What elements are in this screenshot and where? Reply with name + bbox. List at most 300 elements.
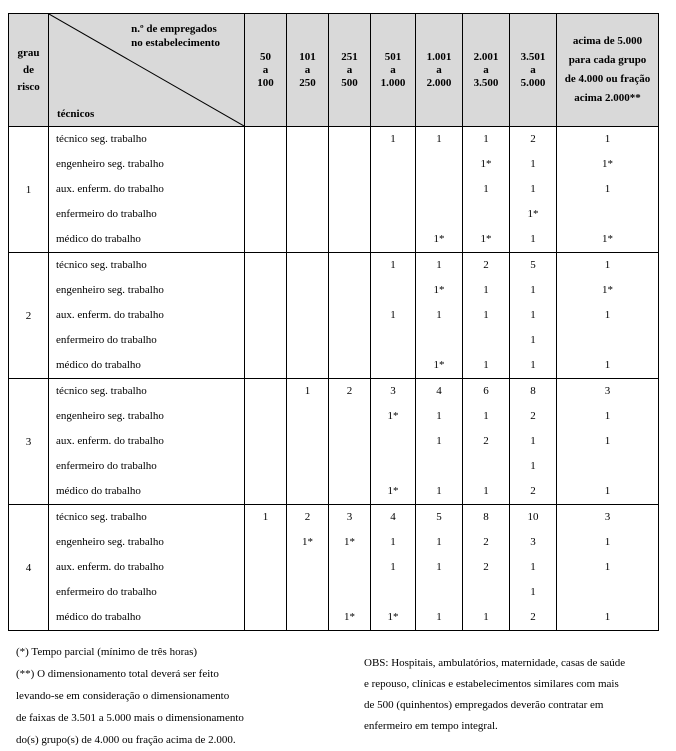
value-cell — [287, 505, 329, 631]
value — [245, 454, 286, 479]
value: 1 — [530, 359, 536, 371]
value: 2 — [530, 485, 536, 497]
value-cell — [463, 505, 510, 631]
value — [287, 555, 328, 580]
value — [287, 353, 328, 378]
col-2-l1: a — [346, 63, 353, 76]
value — [329, 404, 370, 429]
col-header-3 — [371, 14, 416, 127]
value — [287, 253, 328, 278]
value-cell — [287, 379, 329, 505]
value: 1* — [602, 284, 613, 296]
col-7-l2: de 4.000 ou fração — [564, 73, 651, 85]
value: 1* — [433, 233, 445, 245]
value: 5 — [436, 511, 442, 523]
value: 3 — [530, 536, 536, 548]
value-cell — [557, 253, 659, 379]
value — [245, 353, 286, 378]
value-stack — [510, 379, 556, 504]
risk-grade: 3 — [9, 379, 49, 505]
value — [463, 328, 509, 353]
observation-note — [364, 653, 644, 737]
risk-grade: 4 — [9, 505, 49, 631]
col-header-2 — [329, 14, 371, 127]
footnotes-left — [16, 641, 244, 751]
footnote-line: de faixas de 3.501 a 5.000 mais o dimensionamento — [16, 712, 244, 724]
value — [287, 328, 328, 353]
value — [557, 580, 658, 605]
value — [287, 227, 328, 252]
value — [245, 479, 286, 504]
value-cell — [245, 127, 287, 253]
value-stack — [245, 379, 286, 504]
technician-label: enfermeiro do trabalho — [56, 460, 157, 472]
col-header-5 — [463, 14, 510, 127]
value: 1 — [436, 611, 442, 623]
value: 1* — [387, 611, 399, 623]
footnote-line: levando-se em consideração o dimensionamento — [16, 690, 230, 702]
value-cell — [329, 127, 371, 253]
value — [287, 278, 328, 303]
value-cell — [329, 379, 371, 505]
value-stack — [371, 505, 415, 630]
value: 1 — [436, 435, 442, 447]
col-2-l2: 500 — [341, 76, 358, 89]
value — [245, 303, 286, 328]
value-cell — [245, 379, 287, 505]
value-stack — [416, 253, 462, 378]
value: 1 — [483, 284, 489, 296]
value: 1* — [344, 611, 355, 623]
value: 1 — [483, 133, 489, 145]
value: 1* — [302, 536, 313, 548]
value: 1 — [530, 158, 536, 170]
value — [416, 177, 462, 202]
employees-label — [131, 22, 220, 50]
value-stack — [287, 127, 328, 252]
value: 1 — [530, 334, 536, 346]
col-1-l2: 250 — [299, 76, 316, 89]
value: 8 — [530, 385, 536, 397]
value-stack — [245, 505, 286, 630]
col-2-l0: 251 — [341, 50, 358, 63]
value — [245, 202, 286, 227]
value-stack — [287, 379, 328, 504]
technician-label: enfermeiro do trabalho — [56, 208, 157, 220]
value: 1* — [387, 485, 399, 497]
value-cell — [557, 379, 659, 505]
value — [287, 177, 328, 202]
value: 1 — [530, 586, 536, 598]
value — [371, 454, 415, 479]
obs-line: e repouso, clínicas e estabelecimentos similares com mais — [364, 678, 619, 690]
value — [371, 177, 415, 202]
value — [329, 353, 370, 378]
value — [245, 328, 286, 353]
value-stack — [329, 379, 370, 504]
footnote-line: (*) Tempo parcial (mínimo de três horas) — [16, 646, 198, 658]
technician-label: engenheiro seg. trabalho — [56, 536, 164, 548]
col-0-l1: a — [262, 63, 269, 76]
value — [329, 303, 370, 328]
technician-label: médico do trabalho — [56, 611, 141, 623]
value — [245, 379, 286, 404]
technician-label: aux. enferm. do trabalho — [56, 309, 164, 321]
technician-label: médico do trabalho — [56, 233, 141, 245]
value-cell — [416, 253, 463, 379]
value — [371, 227, 415, 252]
col-4-l2: 2.000 — [426, 76, 452, 89]
value — [329, 479, 370, 504]
value-cell — [557, 505, 659, 631]
value-cell — [463, 253, 510, 379]
value-stack — [510, 505, 556, 630]
value-cell — [371, 127, 416, 253]
value: 1 — [390, 133, 396, 145]
grau-de-risco-header — [9, 14, 49, 127]
value: 1 — [436, 561, 442, 573]
value-cell — [287, 253, 329, 379]
value-cell — [371, 379, 416, 505]
technician-label: técnico seg. trabalho — [56, 133, 147, 145]
value: 1 — [604, 611, 611, 623]
technician-label: aux. enferm. do trabalho — [56, 183, 164, 195]
value-stack — [510, 253, 556, 378]
value: 1 — [604, 485, 611, 497]
risco-line: risco — [17, 80, 40, 93]
technician-label: médico do trabalho — [56, 485, 141, 497]
diagonal-header — [49, 14, 245, 127]
value-cell — [463, 379, 510, 505]
value — [371, 580, 415, 605]
col-3-l0: 501 — [384, 50, 402, 63]
value-cell — [416, 379, 463, 505]
header-row — [9, 14, 659, 127]
value — [245, 580, 286, 605]
technician-label: engenheiro seg. trabalho — [56, 284, 164, 296]
value: 10 — [527, 511, 539, 523]
technician-label: técnico seg. trabalho — [56, 259, 147, 271]
employees-line-1: n.º de empregados — [131, 23, 217, 35]
value-stack — [287, 253, 328, 378]
technicians-list — [49, 505, 244, 630]
value: 1 — [436, 309, 442, 321]
value: 1 — [483, 410, 489, 422]
value: 1* — [602, 158, 613, 170]
technician-label: técnico seg. trabalho — [56, 385, 147, 397]
value: 1* — [480, 233, 492, 245]
value — [287, 127, 328, 152]
technician-label: médico do trabalho — [56, 359, 141, 371]
value-stack — [463, 379, 509, 504]
value — [245, 555, 286, 580]
value: 1 — [530, 233, 536, 245]
value — [416, 580, 462, 605]
value: 1 — [604, 410, 611, 422]
value: 3 — [604, 511, 611, 523]
footnote-line: (**) O dimensionamento total deverá ser feito — [16, 668, 219, 680]
value-cell — [510, 505, 557, 631]
col-header-7 — [557, 14, 659, 127]
value: 4 — [390, 511, 396, 523]
col-5-l2: 3.500 — [473, 76, 499, 89]
value — [329, 202, 370, 227]
value — [329, 152, 370, 177]
value — [416, 202, 462, 227]
value: 1 — [604, 133, 611, 145]
value — [287, 152, 328, 177]
obs-line: enfermeiro em tempo integral. — [364, 720, 498, 732]
value-stack — [371, 379, 415, 504]
value — [245, 177, 286, 202]
value-cell — [510, 127, 557, 253]
technician-label: enfermeiro do trabalho — [56, 586, 157, 598]
value: 3 — [604, 385, 611, 397]
risk-group-row — [9, 127, 659, 253]
value: 2 — [483, 536, 489, 548]
value-stack — [287, 505, 328, 630]
col-0-l2: 100 — [257, 76, 274, 89]
value: 1 — [436, 485, 442, 497]
value: 6 — [483, 385, 489, 397]
value: 1 — [604, 183, 611, 195]
value: 1 — [436, 133, 442, 145]
value: 1 — [604, 536, 611, 548]
col-header-0 — [245, 14, 287, 127]
value — [329, 454, 370, 479]
value: 2 — [483, 259, 489, 271]
value — [371, 278, 415, 303]
value — [287, 303, 328, 328]
value: 1 — [436, 259, 442, 271]
risk-group-row — [9, 379, 659, 505]
value: 1 — [530, 183, 536, 195]
value — [329, 555, 370, 580]
value — [329, 580, 370, 605]
value-cell — [416, 127, 463, 253]
col-7-l0: acima de 5.000 — [572, 35, 643, 47]
value-cell — [510, 379, 557, 505]
value — [329, 177, 370, 202]
value-cell — [416, 505, 463, 631]
value: 1 — [436, 410, 442, 422]
value: 3 — [390, 385, 396, 397]
value: 5 — [530, 259, 536, 271]
value — [245, 278, 286, 303]
col-3-l2: 1.000 — [380, 76, 406, 89]
value — [557, 454, 658, 479]
value: 1 — [304, 385, 311, 397]
value — [329, 127, 370, 152]
risk-grade: 2 — [9, 253, 49, 379]
value — [245, 127, 286, 152]
value: 1 — [604, 309, 611, 321]
value — [245, 152, 286, 177]
value — [329, 278, 370, 303]
col-7-l1: para cada grupo — [568, 54, 647, 66]
value-stack — [371, 127, 415, 252]
technicians-list — [49, 127, 244, 252]
value: 1 — [530, 284, 536, 296]
value: 1* — [480, 158, 492, 170]
technician-label: técnico seg. trabalho — [56, 511, 147, 523]
value — [463, 202, 509, 227]
col-0-l0: 50 — [260, 50, 271, 63]
value — [245, 227, 286, 252]
technicians-cell — [49, 379, 245, 505]
value-cell — [245, 253, 287, 379]
obs-line: de 500 (quinhentos) empregados deverão contratar em — [364, 699, 604, 711]
technicians-label: técnicos — [57, 108, 95, 120]
value: 1 — [530, 460, 536, 472]
col-5-l0: 2.001 — [473, 50, 499, 63]
value — [463, 454, 509, 479]
value-stack — [557, 127, 658, 252]
value — [416, 328, 462, 353]
value: 2 — [346, 385, 353, 397]
technicians-cell — [49, 505, 245, 631]
value: 1 — [483, 183, 489, 195]
value: 1 — [483, 359, 489, 371]
value — [371, 152, 415, 177]
value-stack — [245, 253, 286, 378]
value — [245, 605, 286, 630]
value-stack — [329, 505, 370, 630]
value — [463, 580, 509, 605]
footnote-line: do(s) grupo(s) de 4.000 ou fração acima de 2.000. — [16, 734, 236, 746]
technician-label: engenheiro seg. trabalho — [56, 410, 164, 422]
value — [287, 202, 328, 227]
col-header-1 — [287, 14, 329, 127]
value: 1* — [602, 233, 613, 245]
value: 1 — [483, 611, 489, 623]
technicians-list — [49, 253, 244, 378]
value: 1* — [527, 208, 539, 220]
col-header-6 — [510, 14, 557, 127]
value — [245, 253, 286, 278]
value: 1* — [433, 284, 445, 296]
value — [245, 429, 286, 454]
table-body — [9, 127, 659, 631]
value-stack — [416, 505, 462, 630]
value-stack — [463, 253, 509, 378]
value — [416, 152, 462, 177]
value-stack — [557, 379, 658, 504]
value — [329, 328, 370, 353]
value-stack — [463, 505, 509, 630]
value-stack — [510, 127, 556, 252]
technicians-cell — [49, 127, 245, 253]
value: 4 — [436, 385, 442, 397]
value — [416, 454, 462, 479]
technician-label: aux. enferm. do trabalho — [56, 435, 164, 447]
value: 1 — [483, 309, 489, 321]
col-header-4 — [416, 14, 463, 127]
value — [287, 605, 328, 630]
col-3-l1: a — [390, 63, 396, 76]
value-stack — [329, 127, 370, 252]
value: 1 — [390, 259, 396, 271]
value — [371, 353, 415, 378]
col-4-l1: a — [436, 63, 442, 76]
value-cell — [510, 253, 557, 379]
value-stack — [245, 127, 286, 252]
value-cell — [557, 127, 659, 253]
technician-label: enfermeiro do trabalho — [56, 334, 157, 346]
value: 1 — [530, 309, 536, 321]
col-1-l0: 101 — [299, 50, 316, 63]
value: 8 — [483, 511, 489, 523]
value: 2 — [483, 435, 489, 447]
value — [371, 429, 415, 454]
value-cell — [463, 127, 510, 253]
value — [287, 580, 328, 605]
value: 1 — [390, 561, 396, 573]
value — [287, 454, 328, 479]
value: 2 — [530, 410, 536, 422]
value: 2 — [483, 561, 489, 573]
col-7-l3: acima 2.000** — [574, 92, 641, 104]
value — [287, 479, 328, 504]
risk-group-row — [9, 253, 659, 379]
value — [329, 253, 370, 278]
technicians-cell — [49, 253, 245, 379]
col-5-l1: a — [483, 63, 489, 76]
value-cell — [329, 505, 371, 631]
value-cell — [371, 505, 416, 631]
value-stack — [557, 253, 658, 378]
value — [287, 429, 328, 454]
risk-grade: 1 — [9, 127, 49, 253]
dimensioning-table — [8, 13, 659, 631]
value: 1 — [604, 435, 611, 447]
col-6-l1: a — [530, 63, 536, 76]
value-stack — [371, 253, 415, 378]
value — [287, 404, 328, 429]
col-6-l0: 3.501 — [520, 50, 546, 63]
technicians-list — [49, 379, 244, 504]
value: 1 — [262, 511, 269, 523]
employees-line-2: no estabelecimento — [131, 37, 220, 49]
value: 1 — [530, 561, 536, 573]
value: 1 — [390, 309, 396, 321]
value-cell — [371, 253, 416, 379]
value-stack — [416, 127, 462, 252]
value: 1* — [344, 536, 355, 548]
value: 1 — [530, 435, 536, 447]
col-4-l0: 1.001 — [426, 50, 452, 63]
de-line: de — [23, 63, 34, 76]
value-cell — [245, 505, 287, 631]
value — [245, 530, 286, 555]
value-cell — [329, 253, 371, 379]
value: 3 — [346, 511, 353, 523]
value: 2 — [530, 133, 536, 145]
value-stack — [557, 505, 658, 630]
value — [371, 328, 415, 353]
value: 2 — [304, 511, 311, 523]
value: 2 — [530, 611, 536, 623]
value: 1 — [436, 536, 442, 548]
value: 1 — [483, 485, 489, 497]
grau-line: grau — [17, 46, 40, 59]
risk-group-row — [9, 505, 659, 631]
obs-line: OBS: Hospitais, ambulatórios, maternidade, casas de saúde — [364, 657, 626, 669]
value-stack — [463, 127, 509, 252]
value — [245, 404, 286, 429]
value — [557, 328, 658, 353]
col-6-l2: 5.000 — [520, 76, 546, 89]
